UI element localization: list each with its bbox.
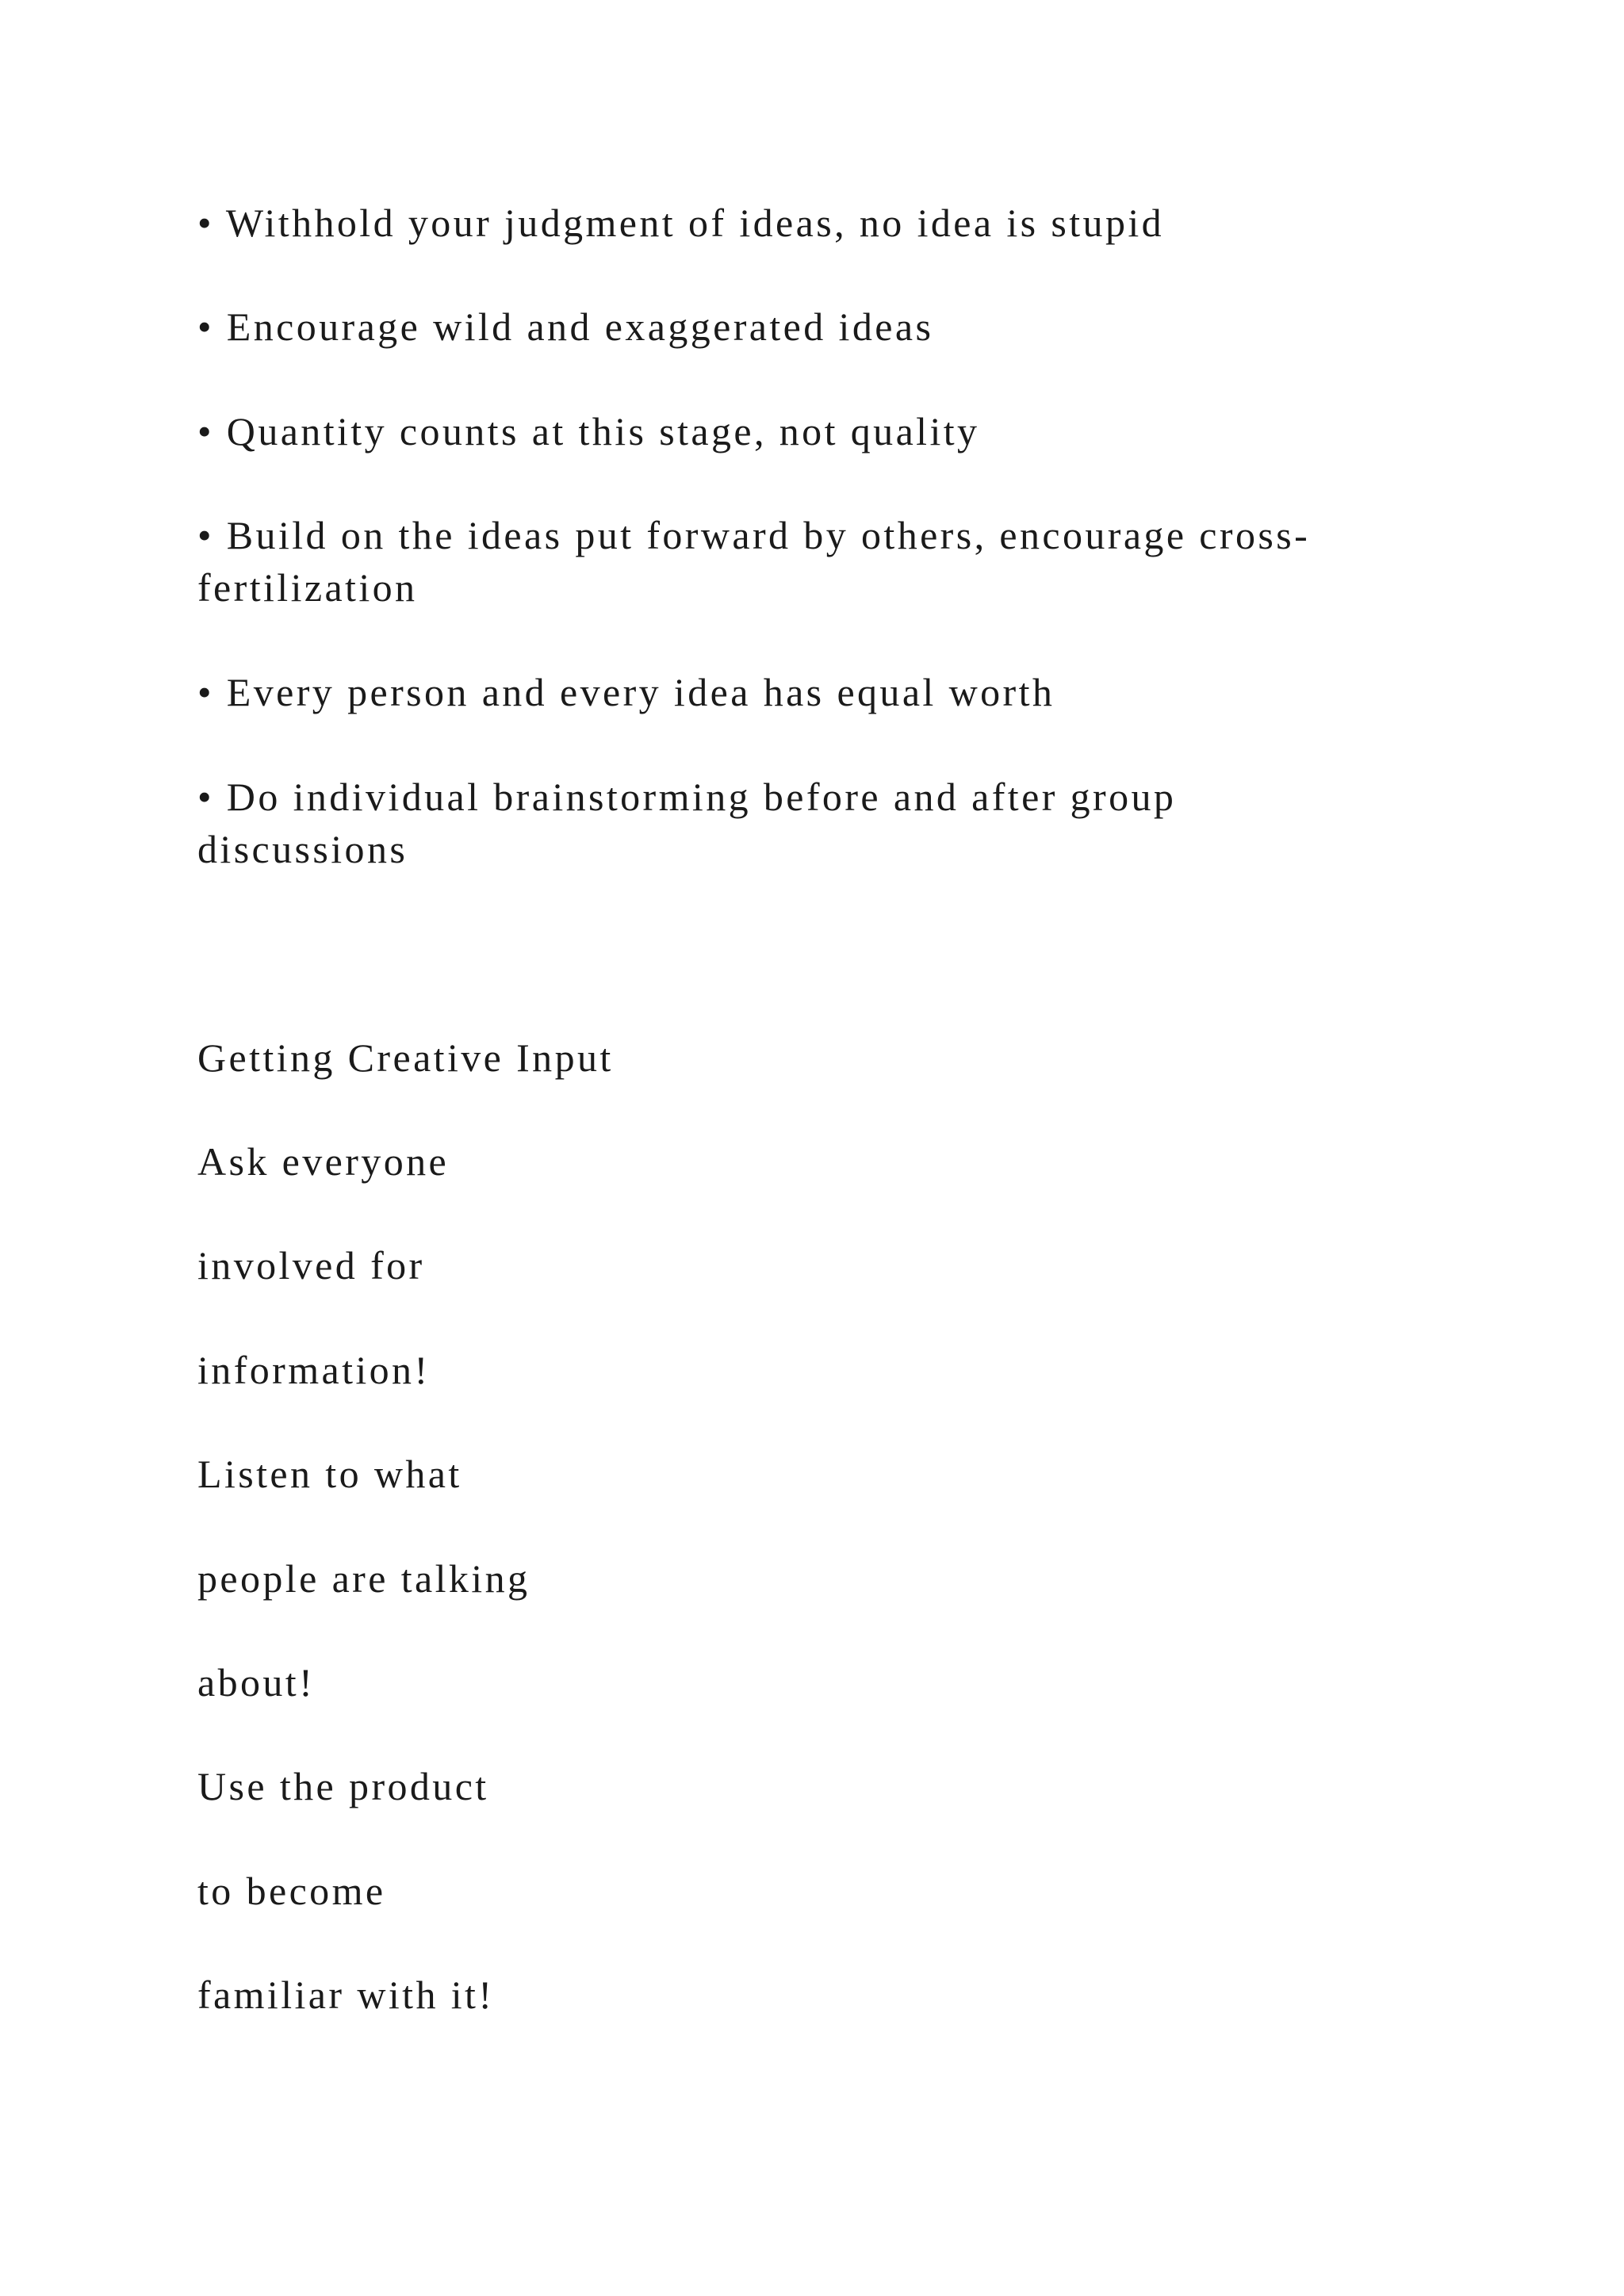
- body-line: Use the product: [197, 1764, 489, 1808]
- bullet-item-6-continuation: discussions: [197, 827, 408, 871]
- body-line: about!: [197, 1660, 316, 1705]
- body-line: Listen to what: [197, 1452, 462, 1496]
- body-line: familiar with it!: [197, 1973, 495, 2017]
- bullet-item-3: • Quantity counts at this stage, not quality: [197, 409, 980, 453]
- bullet-item-2: • Encourage wild and exaggerated ideas: [197, 304, 934, 349]
- bullet-item-5: • Every person and every idea has equal worth: [197, 670, 1055, 714]
- bullet-item-4: • Build on the ideas put forward by others, encourage cross-: [197, 513, 1311, 557]
- body-line: Ask everyone: [197, 1139, 450, 1184]
- bullet-item-6: • Do individual brainstorming before and after group: [197, 775, 1177, 819]
- body-line: to become: [197, 1869, 386, 1913]
- body-line: involved for: [197, 1243, 425, 1288]
- section-heading: Getting Creative Input: [197, 1035, 614, 1080]
- bullet-item-4-continuation: fertilization: [197, 565, 418, 610]
- body-line: people are talking: [197, 1556, 530, 1601]
- body-line: information!: [197, 1348, 431, 1392]
- bullet-item-1: • Withhold your judgment of ideas, no idea is stupid: [197, 201, 1165, 245]
